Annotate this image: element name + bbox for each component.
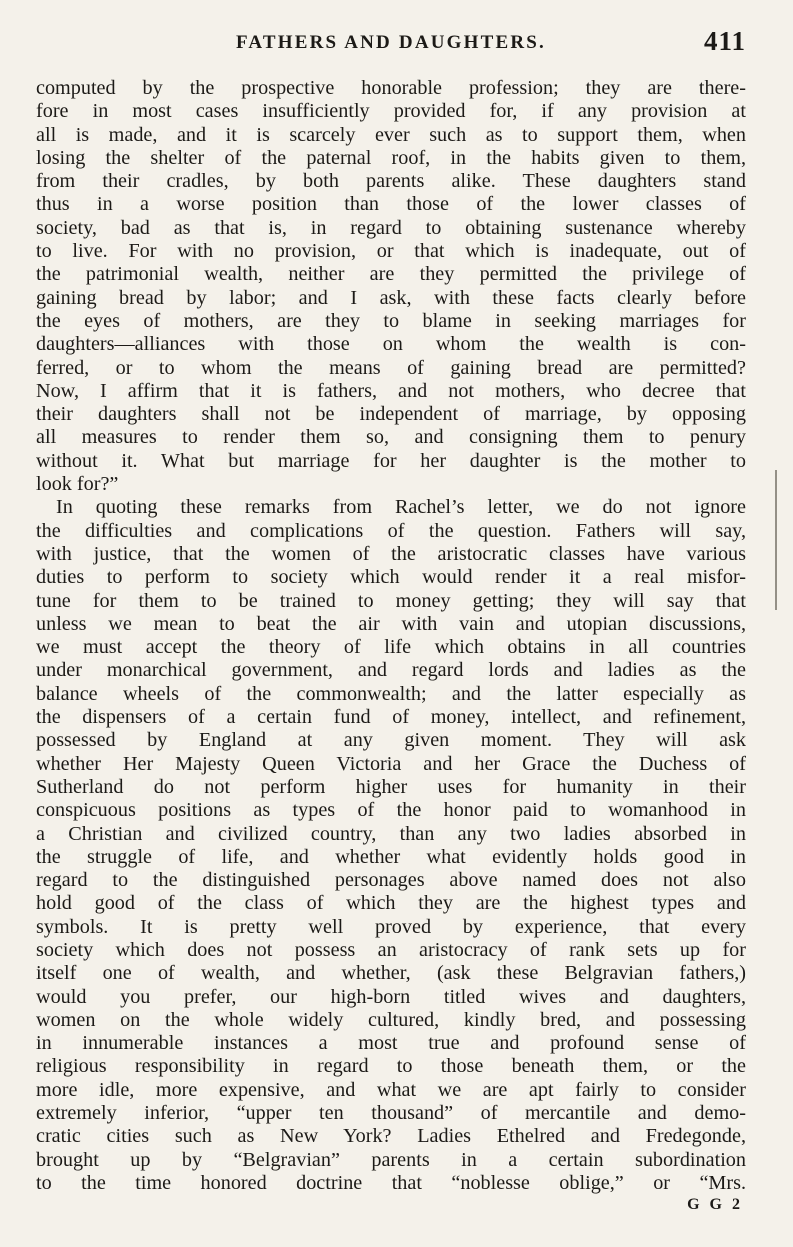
text-line: the dispensers of a certain fund of money, intellect, and refinement,: [36, 706, 746, 729]
text-line: losing the shelter of the paternal roof, in the habits given to them,: [36, 146, 746, 169]
text-line: the difficulties and complications of the question. Fathers will say,: [36, 519, 746, 542]
text-line: symbols. It is pretty well proved by experience, that every: [36, 915, 746, 938]
text-line: without it. What but marriage for her daughter is the mother to: [36, 449, 746, 472]
text-line: fore in most cases insufficiently provided for, if any provision at: [36, 100, 746, 123]
text-line: the patrimonial wealth, neither are they permitted the privilege of: [36, 263, 746, 286]
text-line: in innumerable instances a most true and profound sense of: [36, 1032, 746, 1055]
margin-rule: [775, 470, 777, 610]
text-line: unless we mean to beat the air with vain and utopian discussions,: [36, 612, 746, 635]
text-line: regard to the distinguished personages above named does not also: [36, 869, 746, 892]
text-line: daughters—alliances with those on whom the wealth is con-: [36, 333, 746, 356]
text-line: under monarchical government, and regard lords and ladies as the: [36, 659, 746, 682]
text-line: conspicuous positions as types of the honor paid to womanhood in: [36, 799, 746, 822]
text-line: brought up by “Belgravian” parents in a certain subordination: [36, 1148, 746, 1171]
text-line: Sutherland do not perform higher uses for humanity in their: [36, 775, 746, 798]
text-line: with justice, that the women of the aristocratic classes have various: [36, 542, 746, 565]
text-line: more idle, more expensive, and what we are apt fairly to consider: [36, 1078, 746, 1101]
text-line: Now, I affirm that it is fathers, and not mothers, who decree that: [36, 379, 746, 402]
text-line: gaining bread by labor; and I ask, with these facts clearly before: [36, 286, 746, 309]
body-text: [36, 77, 746, 1195]
text-line: to live. For with no provision, or that which is inadequate, out of: [36, 240, 746, 263]
text-line: their daughters shall not be independent of marriage, by opposing: [36, 403, 746, 426]
paragraph-start-line: In quoting these remarks from Rachel’s letter, we do not ignore: [56, 496, 746, 519]
text-line: extremely inferior, “upper ten thousand” of mercantile and demo-: [36, 1102, 746, 1125]
running-head: [36, 24, 746, 64]
text-line: all measures to render them so, and consigning them to penury: [36, 426, 746, 449]
text-line: the struggle of life, and whether what evidently holds good in: [36, 845, 746, 868]
text-line: whether Her Majesty Queen Victoria and her Grace the Duchess of: [36, 752, 746, 775]
text-line: balance wheels of the commonwealth; and the latter especially as: [36, 682, 746, 705]
page-number: 411: [703, 26, 746, 56]
text-line: ferred, or to whom the means of gaining bread are permitted?: [36, 356, 746, 379]
text-line: to the time honored doctrine that “noblesse oblige,” or “Mrs.: [36, 1171, 746, 1194]
text-line: society, bad as that is, in regard to obtaining sustenance whereby: [36, 216, 746, 239]
text-line: a Christian and civilized country, than any two ladies absorbed in: [36, 822, 746, 845]
text-line: computed by the prospective honorable profession; they are there-: [36, 77, 746, 99]
text-line: duties to perform to society which would render it a real misfor-: [36, 566, 746, 589]
text-line: the eyes of mothers, are they to blame in seeking marriages for: [36, 309, 746, 332]
running-title: FATHERS AND DAUGHTERS.: [235, 32, 547, 53]
text-line: society which does not possess an aristocracy of rank sets up for: [36, 938, 746, 961]
text-line: thus in a worse position than those of the lower classes of: [36, 193, 746, 216]
text-line: from their cradles, by both parents alike. These daughters stand: [36, 170, 746, 193]
text-line: religious responsibility in regard to those beneath them, or the: [36, 1055, 746, 1078]
signature-mark: G G 2: [687, 1196, 743, 1213]
text-line: would you prefer, our high-born titled wives and daughters,: [36, 985, 746, 1008]
text-line: all is made, and it is scarcely ever such as to support them, when: [36, 123, 746, 146]
text-line: hold good of the class of which they are the highest types and: [36, 892, 746, 915]
text-line: cratic cities such as New York? Ladies Ethelred and Fredegonde,: [36, 1125, 746, 1148]
text-line: itself one of wealth, and whether, (ask these Belgravian fathers,): [36, 962, 746, 985]
text-line: women on the whole widely cultured, kindly bred, and possessing: [36, 1008, 746, 1031]
text-line: tune for them to be trained to money getting; they will say that: [36, 589, 746, 612]
text-line: we must accept the theory of life which obtains in all countries: [36, 636, 746, 659]
paragraph-end-line: look for?”: [36, 473, 119, 496]
text-line: possessed by England at any given moment. They will ask: [36, 729, 746, 752]
